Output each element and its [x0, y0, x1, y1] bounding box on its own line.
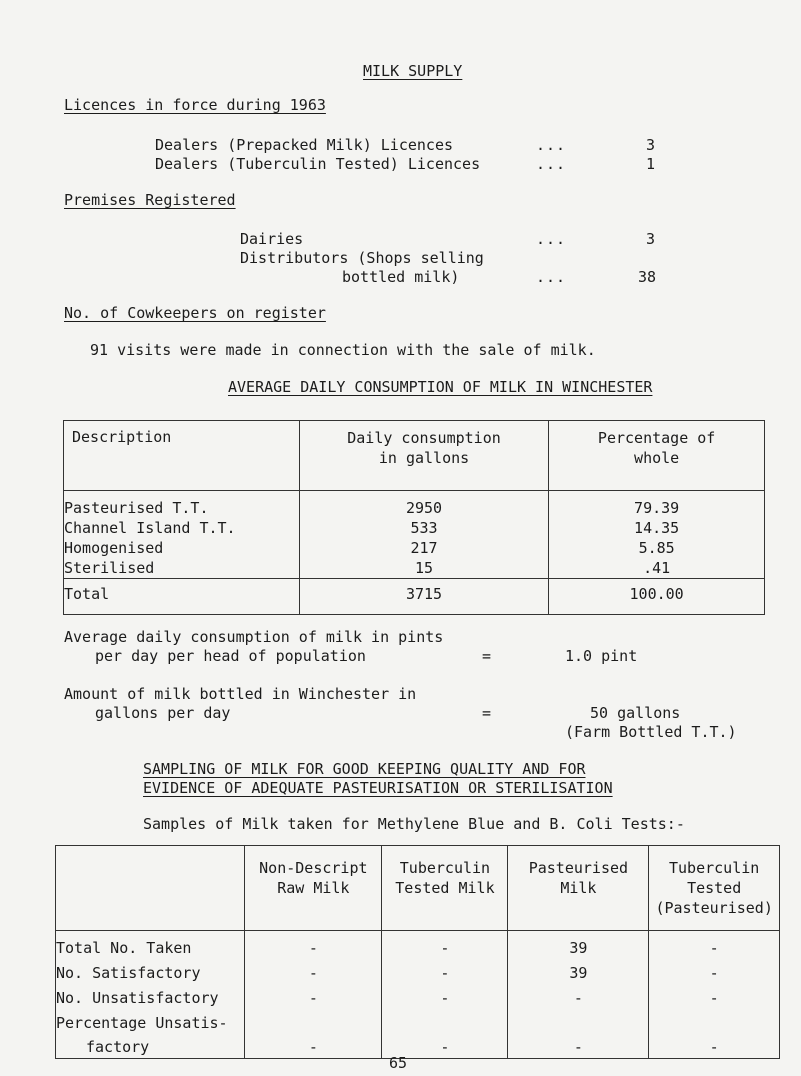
bottled-eq: = — [482, 704, 492, 722]
consumption-table — [63, 420, 765, 615]
per-head-value: 1.0 pint — [565, 647, 638, 665]
total-label: Total — [64, 579, 300, 615]
dairies-value: 3 — [646, 230, 656, 248]
table-row: Pasteurised T.T. — [64, 499, 209, 517]
header-pasteurised: Pasteurised Milk — [508, 846, 649, 931]
per-head-eq: = — [482, 647, 492, 665]
table-row: Channel Island T.T. — [64, 519, 236, 537]
table-row: No. Satisfactory — [56, 964, 201, 982]
table-row: Total No. Taken — [56, 939, 192, 957]
licence-prepacked-label: Dealers (Prepacked Milk) Licences — [155, 136, 454, 154]
sampling-intro: Samples of Milk taken for Methylene Blue and B. Coli Tests:- — [143, 815, 685, 833]
cowkeepers-heading: No. of Cowkeepers on register — [64, 304, 326, 322]
total-pct: 100.00 — [549, 579, 765, 615]
table-row: Homogenised — [64, 539, 164, 557]
bottled-value: 50 gallons — [590, 704, 681, 722]
per-head-label-2: per day per head of population — [95, 647, 366, 665]
page-title: MILK SUPPLY — [363, 62, 463, 80]
pct-column: 79.39 14.35 5.85 .41 — [549, 491, 765, 579]
header-non-descript: Non-Descript Raw Milk — [245, 846, 382, 931]
sampling-table — [55, 845, 780, 1059]
header-description: Description — [64, 421, 300, 491]
header-blank — [56, 846, 245, 931]
licences-heading: Licences in force during 1963 — [64, 96, 326, 114]
page-number: 65 — [389, 1054, 408, 1072]
header-tuberculin: Tuberculin Tested Milk — [382, 846, 508, 931]
table-row: Sterilised — [64, 559, 155, 577]
table-row: factory — [86, 1038, 150, 1056]
distributors-label-cont: bottled milk) — [342, 268, 460, 286]
header-percentage: Percentage of whole — [549, 421, 765, 491]
total-gallons: 3715 — [299, 579, 548, 615]
bottled-label-1: Amount of milk bottled in Winchester in — [64, 685, 417, 703]
col-tt-pasteurised: - - - - — [649, 931, 780, 1059]
header-tt-pasteurised: Tuberculin Tested (Pasteurised) — [649, 846, 780, 931]
licence-tt-dots: ... — [536, 155, 567, 173]
consumption-heading: AVERAGE DAILY CONSUMPTION OF MILK IN WINCHESTER — [228, 378, 653, 396]
per-head-label-1: Average daily consumption of milk in pints — [64, 628, 444, 646]
desc-column — [64, 491, 300, 579]
licence-prepacked-dots: ... — [536, 136, 567, 154]
gallons-column: 2950 533 217 15 — [299, 491, 548, 579]
col-non-descript: - - - - — [245, 931, 382, 1059]
table-row: No. Unsatisfactory — [56, 989, 219, 1007]
bottled-value-note: (Farm Bottled T.T.) — [565, 723, 737, 741]
licence-tt-value: 1 — [646, 155, 656, 173]
row-labels — [56, 931, 245, 1059]
visits-text: 91 visits were made in connection with the sale of milk. — [90, 341, 596, 359]
sampling-heading-2: EVIDENCE OF ADEQUATE PASTEURISATION OR STERILISATION — [143, 779, 613, 797]
table-row: Percentage Unsatis- — [56, 1014, 228, 1032]
col-pasteurised: 39 39 - - — [508, 931, 649, 1059]
licence-prepacked-value: 3 — [646, 136, 656, 154]
premises-heading: Premises Registered — [64, 191, 236, 209]
col-tuberculin: - - - - — [382, 931, 508, 1059]
licence-tt-label: Dealers (Tuberculin Tested) Licences — [155, 155, 481, 173]
distributors-value: 38 — [638, 268, 657, 286]
dairies-dots: ... — [536, 230, 567, 248]
bottled-label-2: gallons per day — [95, 704, 231, 722]
sampling-heading-1: SAMPLING OF MILK FOR GOOD KEEPING QUALITY AND FOR — [143, 760, 586, 778]
header-daily-consumption: Daily consumption in gallons — [299, 421, 548, 491]
distributors-dots: ... — [536, 268, 567, 286]
distributors-label: Distributors (Shops selling — [240, 249, 484, 267]
dairies-label: Dairies — [240, 230, 304, 248]
